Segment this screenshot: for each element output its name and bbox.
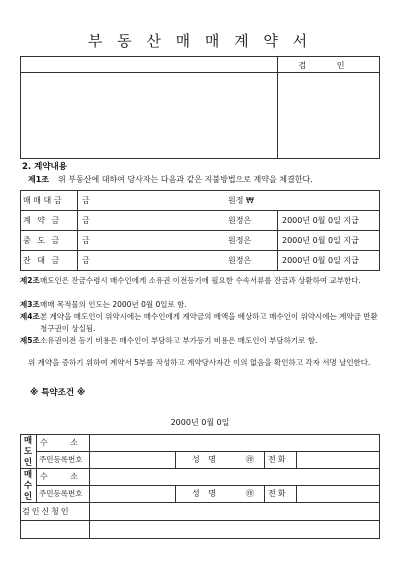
buyer-phone-label: 전화 xyxy=(268,489,288,498)
payment-unit: 금 xyxy=(82,236,90,245)
parties-col-line xyxy=(36,434,37,502)
payment-label: 중 도 금 xyxy=(23,236,62,245)
closing-statement: 위 계약을 증하기 위하여 계약서 5부를 작성하고 계약당사자간 이의 없음을 확인하고 각자 서명 날인한다. xyxy=(28,358,371,367)
seller-address-label: 수 소 xyxy=(40,438,88,447)
payment-mid: 원정 ₩ xyxy=(228,196,254,205)
parties-row-line xyxy=(20,520,380,521)
payment-unit: 금 xyxy=(82,256,90,265)
payment-row-line xyxy=(20,250,380,251)
clause-number: 제5조 xyxy=(20,336,40,345)
seller-seal: ㊞ xyxy=(246,455,254,464)
clause1-number: 제1조 xyxy=(28,175,50,184)
clause-text: 매도인은 잔금수령시 매수인에게 소유권 이전등기에 필요한 수속서류를 잔금과 상환하여 교부한다. xyxy=(40,276,361,285)
payment-date: 2000년 0월 0일 지급 xyxy=(282,256,359,265)
clause-text: 소유권이전 등기 비용은 매수인이 부담하고 부가등기 비용은 매도인이 부담하기로 함. xyxy=(40,336,318,345)
parties-col-line xyxy=(175,451,176,468)
buyer-id-label: 주민등록번호 xyxy=(39,489,83,498)
payment-date: 2000년 0월 0일 지급 xyxy=(282,236,359,245)
buyer-name-label: 성 명 xyxy=(192,489,219,498)
payment-unit: 금 xyxy=(82,216,90,225)
clause xyxy=(20,335,380,347)
parties-col-line xyxy=(89,434,90,539)
clause-number: 제4조 xyxy=(20,312,40,321)
payment-date: 2000년 0월 0일 지급 xyxy=(282,216,359,225)
parties-col-line xyxy=(264,451,265,468)
payment-mid: 원정은 xyxy=(228,256,252,265)
buyer-address-label: 수 소 xyxy=(40,472,88,481)
property-header-line xyxy=(20,72,380,73)
clause-number: 제2조 xyxy=(20,276,40,285)
buyer-seal: ㊞ xyxy=(246,489,254,498)
parties-row-line xyxy=(20,502,380,503)
payment-label: 잔 대 금 xyxy=(23,256,62,265)
parties-table xyxy=(20,434,380,539)
payment-label: 매 매 대 금 xyxy=(23,196,62,205)
seller-phone-label: 전화 xyxy=(268,455,288,464)
payment-row-line xyxy=(20,210,380,211)
payment-label: 계 약 금 xyxy=(23,216,62,225)
contract-date: 2000년 0월 0일 xyxy=(170,418,230,427)
parties-col-line xyxy=(175,485,176,502)
seller-role: 매도인 xyxy=(23,436,33,468)
document-title: 부 동 산 매 매 계 약 서 xyxy=(87,32,313,50)
parties-col-line xyxy=(296,485,297,502)
section2-heading: 2. 계약내용 xyxy=(22,162,67,172)
seller-name-label: 성 명 xyxy=(192,455,219,464)
clause xyxy=(20,275,380,287)
parties-col-line xyxy=(264,485,265,502)
payment-mid: 원정은 xyxy=(228,216,252,225)
clause-text: 본 계약을 매도인이 위약시에는 매수인에게 계약금의 배액을 배상하고 매수인이 위약시에는 계약금 반환청구권이 상실됨. xyxy=(40,312,378,333)
clause-number: 제3조 xyxy=(20,300,40,309)
property-divider xyxy=(277,56,278,159)
clause xyxy=(20,299,380,311)
payment-col-line xyxy=(277,210,278,271)
inspector-label: 검인신청인 xyxy=(22,507,71,516)
parties-row-line xyxy=(36,485,380,486)
clause xyxy=(20,311,380,335)
parties-col-line xyxy=(296,451,297,468)
clause-text: 매매 목적물의 인도는 2000년 0월 0일로 함. xyxy=(40,300,187,309)
clause1-text: 위 부동산에 대하여 당사자는 다음과 같은 지불방법으로 계약을 체결한다. xyxy=(58,175,313,184)
payment-col-line xyxy=(77,190,78,271)
payment-unit: 금 xyxy=(82,196,90,205)
seal-label: 검 인 xyxy=(298,61,359,70)
parties-row-line xyxy=(36,451,380,452)
buyer-role: 매수인 xyxy=(23,470,33,502)
special-terms-heading: ※ 특약조건 ※ xyxy=(30,388,86,398)
seller-id-label: 주민등록번호 xyxy=(39,455,83,464)
payment-row-line xyxy=(20,230,380,231)
payment-mid: 원정은 xyxy=(228,236,252,245)
parties-row-line xyxy=(20,468,380,469)
